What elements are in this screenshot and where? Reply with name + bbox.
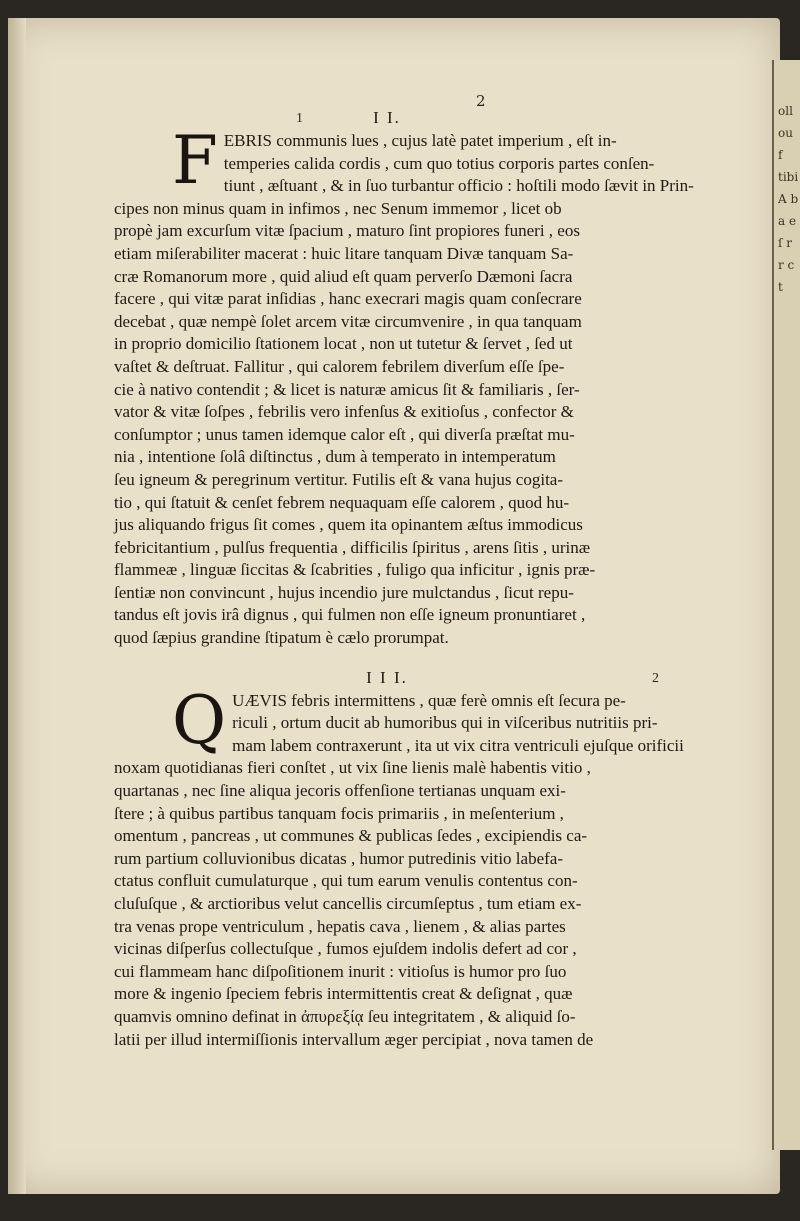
text-line: UÆVIS febris intermittens , quæ ferè omnis eſt ſecura pe- xyxy=(232,690,626,710)
text-line: noxam quotidianas fieri conſtet , ut vix ſine lienis malè habentis vitio , xyxy=(114,758,591,778)
section-two-heading: I I. xyxy=(373,108,401,127)
text-line: in proprio domicilio ſtationem locat , non ut tutetur & ſervet , ſed ut xyxy=(114,334,573,354)
text-line: jus aliquando frigus ſit comes , quem ita opinantem æſtus immodicus xyxy=(114,515,583,535)
text-line: conſumptor ; unus tamen idemque calor eſt , qui diverſa præſtat mu- xyxy=(114,424,575,444)
text-line: propè jam excurſum vitæ ſpacium , maturo ſint propiores funeri , eos xyxy=(114,221,580,241)
text-line: decebat , quæ nempè ſolet arcem vitæ circumvenire , in qua tanquam xyxy=(114,311,582,331)
text-line: vaſtet & deſtruat. Fallitur , qui calorem febrilem diverſum eſſe ſpe- xyxy=(114,356,565,376)
text-line: more & ingenio ſpeciem febris intermittentis creat & deſignat , quæ xyxy=(114,984,573,1004)
text-line: mam labem contraxerunt , ita ut vix citra ventriculi ejuſque orificii xyxy=(232,735,684,755)
text-line: cui flammeam hanc diſpoſitionem inurit : vitioſus is humor pro ſuo xyxy=(114,961,567,981)
drop-cap-q: Q xyxy=(172,681,227,759)
section-two-marker: 1 xyxy=(296,111,303,126)
text-line: flammeæ , linguæ ſiccitas & ſcabrities , fuligo qua inficitur , ignis præ- xyxy=(114,560,596,580)
text-line: quamvis omnino definat in ἀπυρεξίᾳ ſeu integritatem , & aliquid ſo- xyxy=(114,1006,576,1026)
text-line: tandus eſt jovis irâ dignus , qui fulmen non eſſe igneum pronuntiaret , xyxy=(114,605,586,625)
section-three-marker: 2 xyxy=(652,670,659,686)
text-line: tra venas prope ventriculum , hepatis cava , lienem , & alias partes xyxy=(114,916,566,936)
text-line: riculi , ortum ducit ab humoribus qui in viſceribus nutritiis pri- xyxy=(232,713,658,733)
text-line: cie à nativo contendit ; & licet is naturæ amicus ſit & familiaris , ſer- xyxy=(114,379,580,399)
text-line: facere , qui vitæ parat inſidias , hanc execrari magis quam conſecrare xyxy=(114,289,582,309)
text-line: febricitantium , pulſus frequentia , difficilis ſpiritus , arens ſitis , urinæ xyxy=(114,537,591,557)
text-line: quod ſæpius grandine ſtipatum è cælo prorumpat. xyxy=(114,628,449,648)
text-line: rum partium colluvionibus dicatas , humor putredinis vitio labefa- xyxy=(114,848,563,868)
text-line: quartanas , nec ſine aliqua jecoris offenſione tertianas unquam exi- xyxy=(114,781,566,801)
text-line: ctatus confluit cumulaturque , qui tum earum venulis contentus con- xyxy=(114,871,578,891)
drop-cap-f: F xyxy=(172,122,218,199)
text-line: temperies calida cordis , cum quo totius corporis partes conſen- xyxy=(223,153,655,173)
text-line: vator & vitæ ſoſpes , febrilis vero infenſus & exitioſus , confector & xyxy=(114,402,574,422)
text-line: omentum , pancreas , ut communes & publicas ſedes , excipiendis ca- xyxy=(114,826,588,846)
section-three-heading: I I I. xyxy=(366,667,408,687)
text-line: vicinas diſperſus collectuſque , fumos ejuſdem indolis defert ad cor , xyxy=(114,939,577,959)
text-line: ſentiæ non convincunt , hujus incendio jure mulctandus , ſicut repu- xyxy=(114,582,574,602)
text-line: etiam miſerabiliter macerat : huic litare tanquam Divæ tanquam Sa- xyxy=(114,243,574,263)
page-content xyxy=(114,94,762,1051)
text-line: EBRIS communis lues , cujus latè patet imperium , eſt in- xyxy=(223,131,617,150)
text-line: cipes non minus quam in infimos , nec Senum immemor , licet ob xyxy=(114,198,562,218)
text-line: tio , qui ſtatuit & cenſet febrem nequaquam eſſe calorem , quod hu- xyxy=(114,492,570,512)
text-line: cluſuſque , & arctioribus velut cancellis circumſeptus , tum etiam ex- xyxy=(114,894,582,913)
text-line: latii per illud intermiſſionis intervallum æger percipiat , nova tamen de xyxy=(114,1029,594,1049)
text-line: ſeu igneum & peregrinum vertitur. Futilis eſt & vana hujus cogita- xyxy=(114,469,563,489)
section-heading-three xyxy=(172,668,762,688)
text-line: nia , intentione ſolâ diſtinctus , dum à temperato in intemperatum xyxy=(114,447,556,467)
page-number: 2 xyxy=(476,92,486,110)
facing-page-text: ollou f tibi A b a e ſ r r c t xyxy=(778,104,799,294)
section-heading-two xyxy=(172,108,762,128)
text-line: cræ Romanorum more , quid aliud eſt quam perverſo Dæmoni ſacra xyxy=(114,266,573,286)
text-line: ſtere ; à quibus partibus tanquam focis primariis , in meſenterium , xyxy=(114,803,564,823)
text-line: tiunt , æſtuant , & in ſuo turbantur officio : hoſtili modo ſævit in Prin- xyxy=(223,176,694,196)
facing-page-edge xyxy=(772,60,800,1150)
page-gutter-edge xyxy=(8,18,26,1194)
